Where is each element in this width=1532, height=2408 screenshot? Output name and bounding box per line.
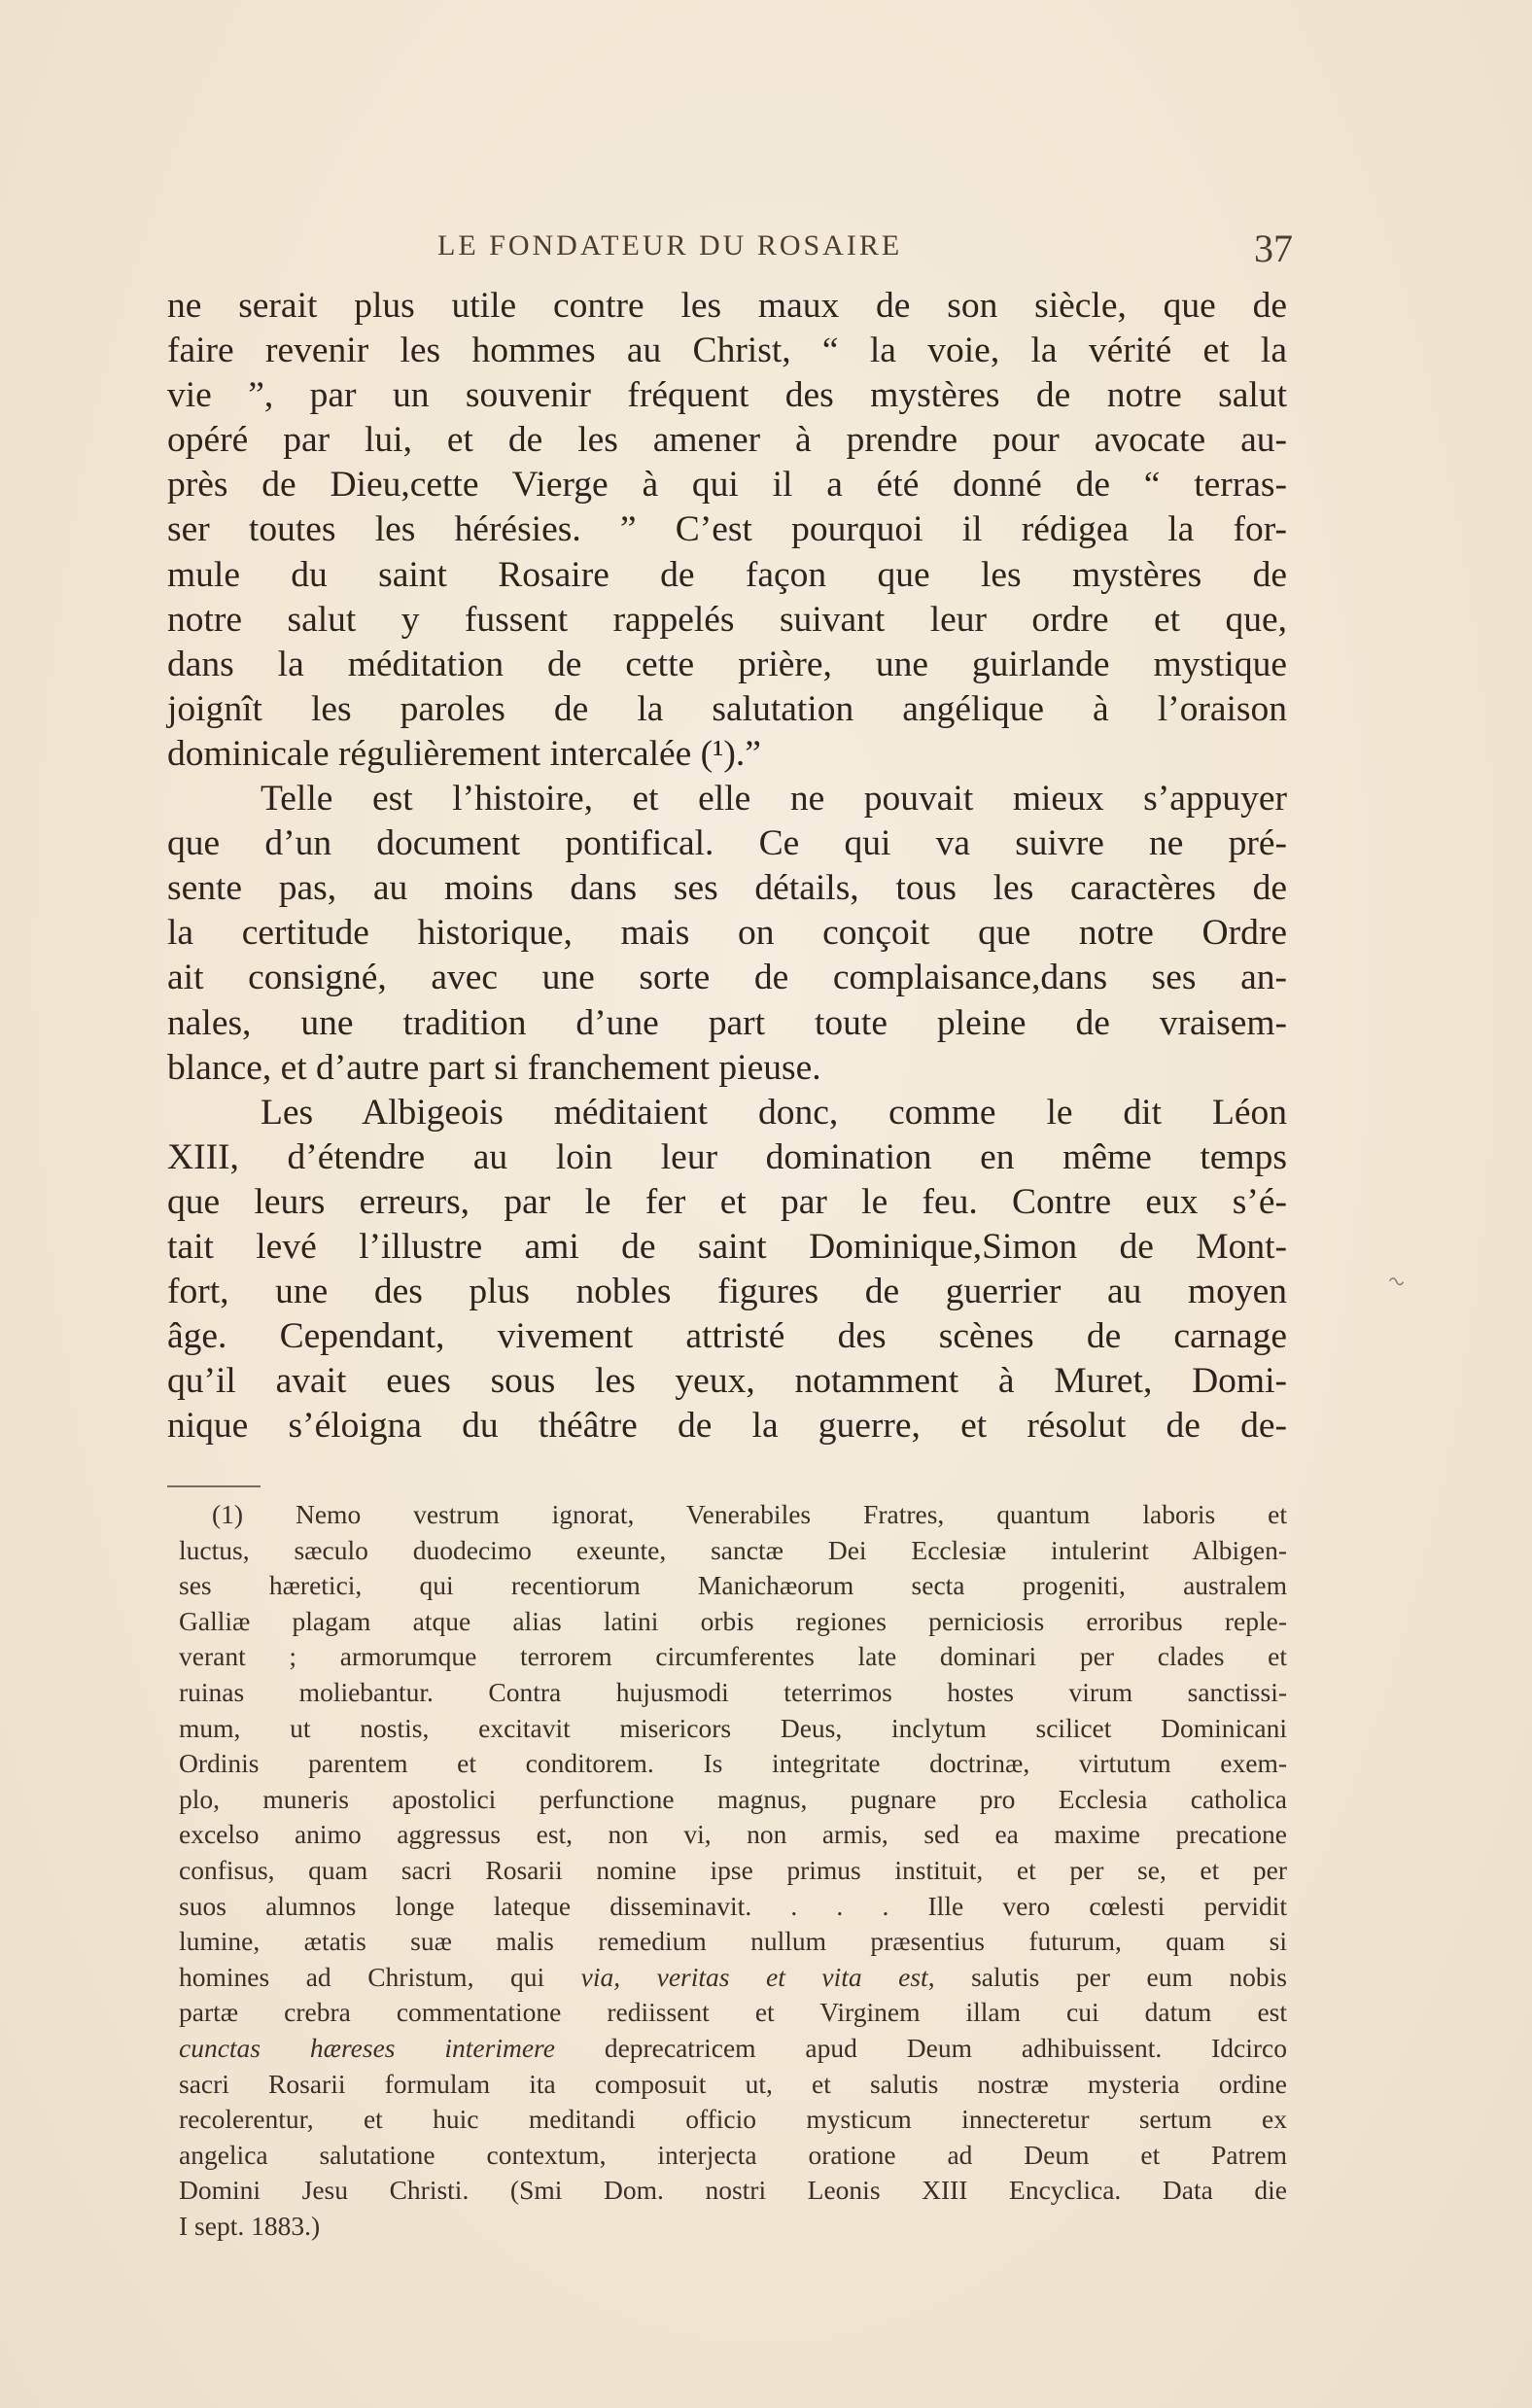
footnote-line: confisus, quam sacri Rosarii nomine ipse primus instituit, et per se, et per — [179, 1854, 1287, 1885]
text-line: fort, une des plus nobles figures de guerrier au moyen — [167, 1272, 1287, 1312]
footnote-line: ses hæretici, qui recentiorum Manichæorum secta progeniti, australem — [179, 1570, 1287, 1601]
main-text — [167, 284, 1287, 1448]
footnote-line: recolerentur, et huic meditandi officio mysticum innecteretur sertum ex — [179, 2104, 1287, 2135]
text-line: nique s’éloigna du théâtre de la guerre, et résolut de de- — [167, 1406, 1287, 1447]
text-line: nales, une tradition d’une part toute pleine de vraisem- — [167, 1002, 1287, 1043]
footnote-line: luctus, sæculo duodecimo exeunte, sanctæ Dei Ecclesiæ intulerint Albigen- — [179, 1534, 1287, 1565]
footnote-line: partæ crebra commentatione rediissent et Virginem illam cui datum est — [179, 1997, 1287, 2028]
text-line: âge. Cependant, vivement attristé des scènes de carnage — [167, 1316, 1287, 1357]
page-header — [165, 227, 1293, 288]
text-line: XIII, d’étendre au loin leur domination en même temps — [167, 1136, 1287, 1177]
page-number: 37 — [1254, 227, 1293, 270]
italic-phrase: via, veritas et vita est — [580, 1961, 928, 1992]
footnote-line: sacri Rosarii formulam ita composuit ut, et salutis nostræ mysteria ordine — [179, 2068, 1287, 2099]
footnote-line: verant ; armorumque terrorem circumferentes late dominari per clades et — [179, 1641, 1287, 1672]
text-line: joignît les paroles de la salutation angélique à l’oraison — [167, 688, 1287, 729]
footnote-line: cunctas hæreses interimere deprecatricem apud Deum adhibuissent. Idcirco — [179, 2032, 1287, 2063]
text-line: que leurs erreurs, par le fer et par le feu. Contre eux s’é- — [167, 1181, 1287, 1222]
margin-mark: ~ — [1381, 1264, 1410, 1300]
text-line: dominicale régulièrement intercalée (¹).” — [167, 733, 761, 774]
footnote-line: I sept. 1883.) — [179, 2210, 321, 2241]
text-line: qu’il avait eues sous les yeux, notamment à Muret, Domi- — [167, 1361, 1287, 1402]
text-line: dans la méditation de cette prière, une guirlande mystique — [167, 644, 1287, 684]
text-line: que d’un document pontifical. Ce qui va suivre ne pré- — [167, 823, 1287, 864]
text-line: vie ”, par un souvenir fréquent des mystères de notre salut — [167, 375, 1287, 416]
text-line: ait consigné, avec une sorte de complaisance,dans ses an- — [167, 958, 1287, 998]
text-line: opéré par lui, et de les amener à prendre pour avocate au- — [167, 420, 1287, 461]
footnote-divider — [167, 1485, 261, 1487]
footnote-line: Domini Jesu Christi. (Smi Dom. nostri Leonis XIII Encyclica. Data die — [179, 2175, 1287, 2206]
text-line: blance, et d’autre part si franchement pieuse. — [167, 1047, 821, 1088]
text-line: notre salut y fussent rappelés suivant leur ordre et que, — [167, 599, 1287, 640]
text-line: ser toutes les hérésies. ” C’est pourquoi il rédigea la for- — [167, 509, 1287, 550]
running-title: LE FONDATEUR DU ROSAIRE — [437, 229, 903, 262]
footnote-line: angelica salutatione contextum, interjecta oratione ad Deum et Patrem — [179, 2139, 1287, 2170]
paragraph-start-line: Telle est l’histoire, et elle ne pouvait mieux s’appuyer — [261, 779, 1287, 820]
footnote-line: ruinas moliebantur. Contra hujusmodi teterrimos hostes virum sanctissi- — [179, 1676, 1287, 1707]
footnote-line: suos alumnos longe lateque disseminavit. . . . Ille vero cœlesti pervidit — [179, 1890, 1287, 1921]
footnote-line: plo, muneris apostolici perfunctione magnus, pugnare pro Ecclesia catholica — [179, 1783, 1287, 1814]
footnote — [179, 1497, 1287, 2244]
italic-phrase: cunctas hæreses interimere — [179, 2032, 555, 2063]
text-line: faire revenir les hommes au Christ, “ la voie, la vérité et la — [167, 331, 1287, 371]
paragraph-start-line: Les Albigeois méditaient donc, comme le dit Léon — [261, 1092, 1287, 1133]
text-line: la certitude historique, mais on conçoit que notre Ordre — [167, 913, 1287, 954]
footnote-line: homines ad Christum, qui via, veritas et vita est, salutis per eum nobis — [179, 1961, 1287, 1992]
footnote-line: lumine, ætatis suæ malis remedium nullum præsentius futurum, quam si — [179, 1926, 1287, 1957]
text-line: mule du saint Rosaire de façon que les mystères de — [167, 554, 1287, 595]
footnote-line: (1) Nemo vestrum ignorat, Venerabiles Fratres, quantum laboris et — [212, 1499, 1287, 1529]
text-line: ne serait plus utile contre les maux de son siècle, que de — [167, 286, 1287, 326]
footnote-line: mum, ut nostis, excitavit misericors Deus, inclytum scilicet Dominicani — [179, 1712, 1287, 1743]
text-line: près de Dieu,cette Vierge à qui il a été donné de “ terras- — [167, 465, 1287, 506]
footnote-line: Ordinis parentem et conditorem. Is integritate doctrinæ, virtutum exem- — [179, 1748, 1287, 1779]
text-line: tait levé l’illustre ami de saint Dominique,Simon de Mont- — [167, 1226, 1287, 1267]
text-line: sente pas, au moins dans ses détails, tous les caractères de — [167, 868, 1287, 909]
footnote-line: excelso animo aggressus est, non vi, non armis, sed ea maxime precatione — [179, 1819, 1287, 1850]
footnote-line: Galliæ plagam atque alias latini orbis regiones perniciosis erroribus reple- — [179, 1605, 1287, 1636]
